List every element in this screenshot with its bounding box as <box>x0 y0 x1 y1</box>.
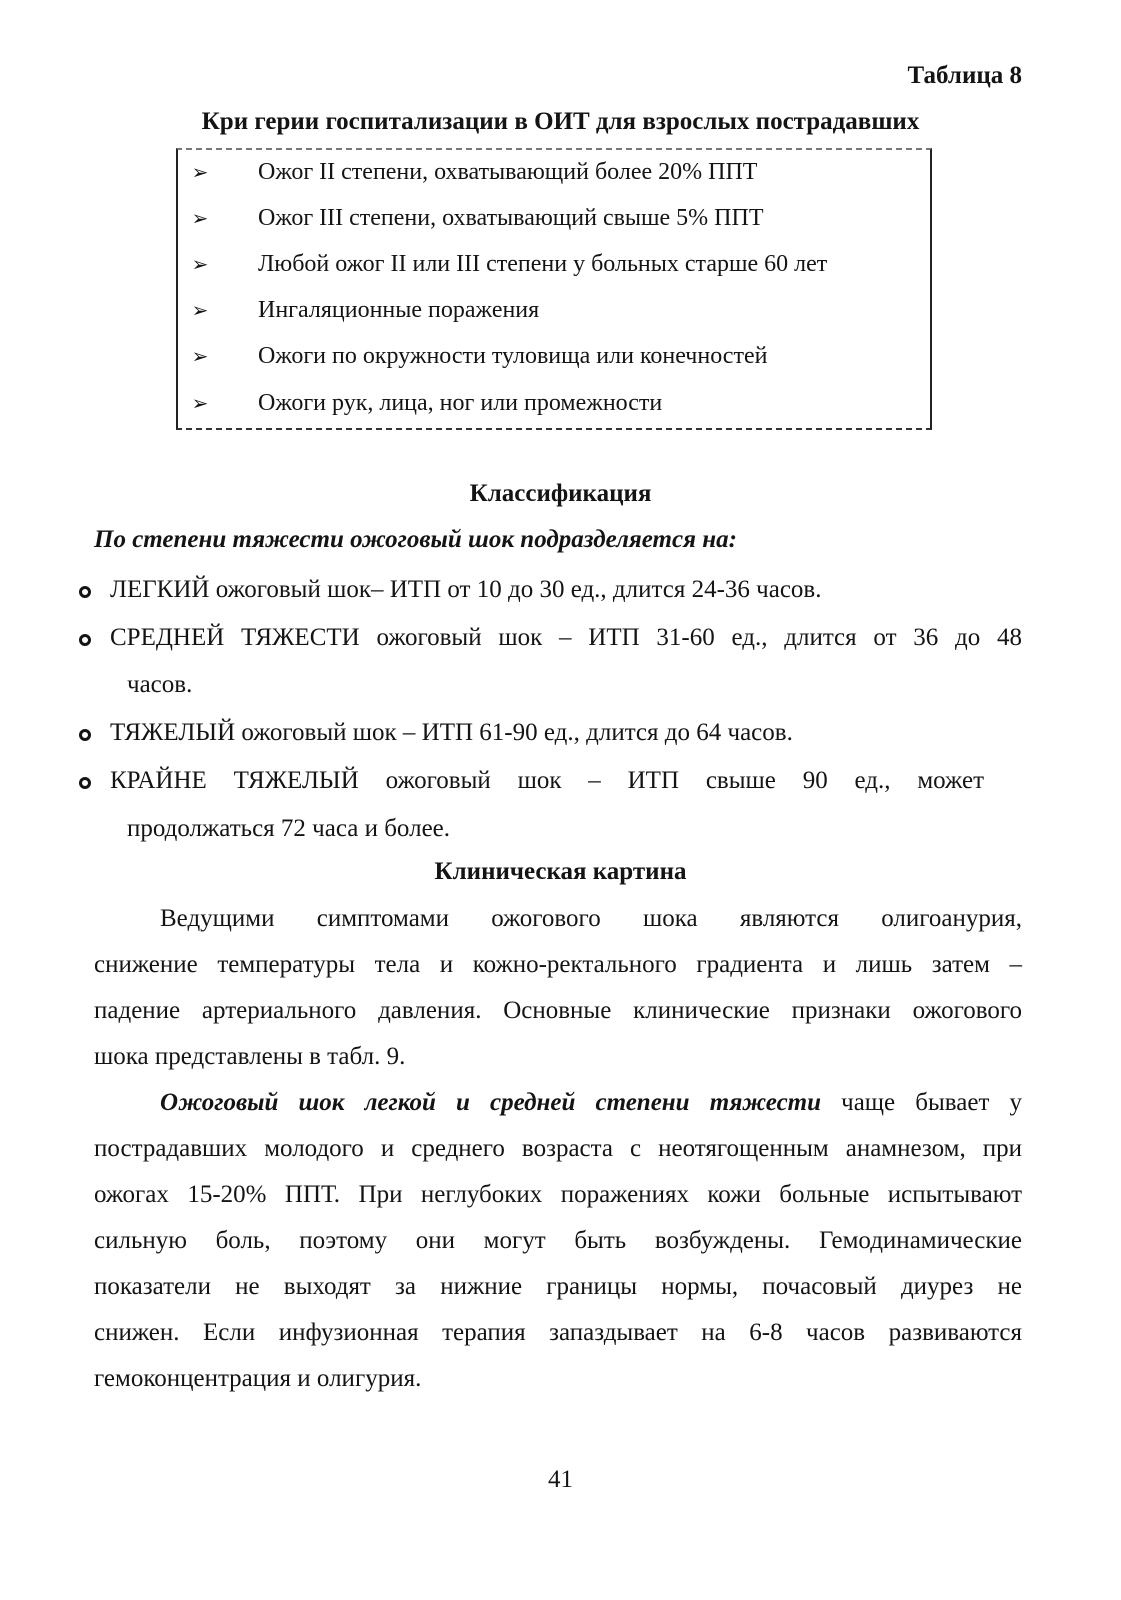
paragraph-line: снижение температуры тела и кожно-ректального градиента и лишь затем – <box>94 951 1022 978</box>
arrow-bullet-icon: ➢ <box>191 206 209 230</box>
paragraph-line <box>160 1088 1022 1118</box>
criteria-text: Ожоги по окружности туловища или конечностей <box>258 343 768 369</box>
paragraph-line: гемоконцентрация и олигурия. <box>94 1365 422 1392</box>
arrow-bullet-icon: ➢ <box>191 252 209 276</box>
criteria-text: Ингаляционные поражения <box>258 297 540 323</box>
table-title: Кри герии госпитализации в ОИТ для взрослых пострадавших <box>201 108 920 135</box>
classification-heading: Классификация <box>469 480 652 507</box>
emphasis-text: Ожоговый шок легкой и средней степени тяжести <box>160 1089 822 1116</box>
grade-line: КРАЙНЕ ТЯЖЕЛЫЙ ожоговый шок – ИТП свыше 90 ед., может <box>110 767 984 794</box>
criteria-item <box>178 244 918 284</box>
arrow-bullet-icon: ➢ <box>191 160 209 184</box>
classification-subheading: По степени тяжести ожоговый шок подразделяется на: <box>94 526 737 553</box>
criteria-item <box>178 336 918 376</box>
circle-bullet-icon <box>79 586 91 598</box>
criteria-table <box>176 148 932 430</box>
paragraph-line: показатели не выходят за нижние границы нормы, почасовый диурез не <box>94 1273 1022 1300</box>
criteria-text: Ожог III степени, охватывающий свыше 5% ППТ <box>258 205 764 231</box>
criteria-item <box>178 198 918 238</box>
criteria-text: Ожоги рук, лица, ног или промежности <box>258 390 663 416</box>
grade-line: ЛЕГКИЙ ожоговый шок– ИТП от 10 до 30 ед., длится 24-36 часов. <box>110 576 822 603</box>
grade-line: СРЕДНЕЙ ТЯЖЕСТИ ожоговый шок – ИТП 31-60 ед., длится от 36 до 48 <box>110 624 1022 651</box>
circle-bullet-icon <box>79 729 91 741</box>
paragraph-line: сильную боль, поэтому они могут быть возбуждены. Гемодинамические <box>94 1227 1022 1254</box>
table-label: Таблица 8 <box>907 62 1022 89</box>
circle-bullet-icon <box>79 634 91 646</box>
arrow-bullet-icon: ➢ <box>191 344 209 368</box>
paragraph-text: чаще бывает у <box>841 1089 1023 1116</box>
circle-bullet-icon <box>79 777 91 789</box>
grade-line: продолжаться 72 часа и более. <box>127 815 451 842</box>
arrow-bullet-icon: ➢ <box>191 391 209 415</box>
criteria-text: Ожог II степени, охватывающий более 20% ППТ <box>258 159 758 185</box>
paragraph-line: ожогах 15-20% ППТ. При неглубоких поражениях кожи больные испытывают <box>94 1181 1022 1208</box>
page-number: 41 <box>548 1466 573 1493</box>
paragraph-line: Ведущими симптомами ожогового шока являются олигоанурия, <box>160 905 1022 932</box>
criteria-item <box>178 383 918 423</box>
criteria-text: Любой ожог II или III степени у больных старше 60 лет <box>258 251 828 277</box>
paragraph-line: шока представлены в табл. 9. <box>94 1043 406 1070</box>
criteria-item <box>178 152 918 192</box>
paragraph-line: падение артериального давления. Основные клинические признаки ожогового <box>94 997 1022 1024</box>
clinical-heading: Клиническая картина <box>434 858 687 885</box>
grade-line: ТЯЖЕЛЫЙ ожоговый шок – ИТП 61-90 ед., длится до 64 часов. <box>110 719 793 746</box>
paragraph-line: снижен. Если инфузионная терапия запаздывает на 6-8 часов развиваются <box>94 1319 1022 1346</box>
arrow-bullet-icon: ➢ <box>191 298 209 322</box>
grade-line: часов. <box>127 671 193 698</box>
paragraph-line: пострадавших молодого и среднего возраста с неотягощенным анамнезом, при <box>94 1135 1022 1162</box>
criteria-item <box>178 290 918 330</box>
